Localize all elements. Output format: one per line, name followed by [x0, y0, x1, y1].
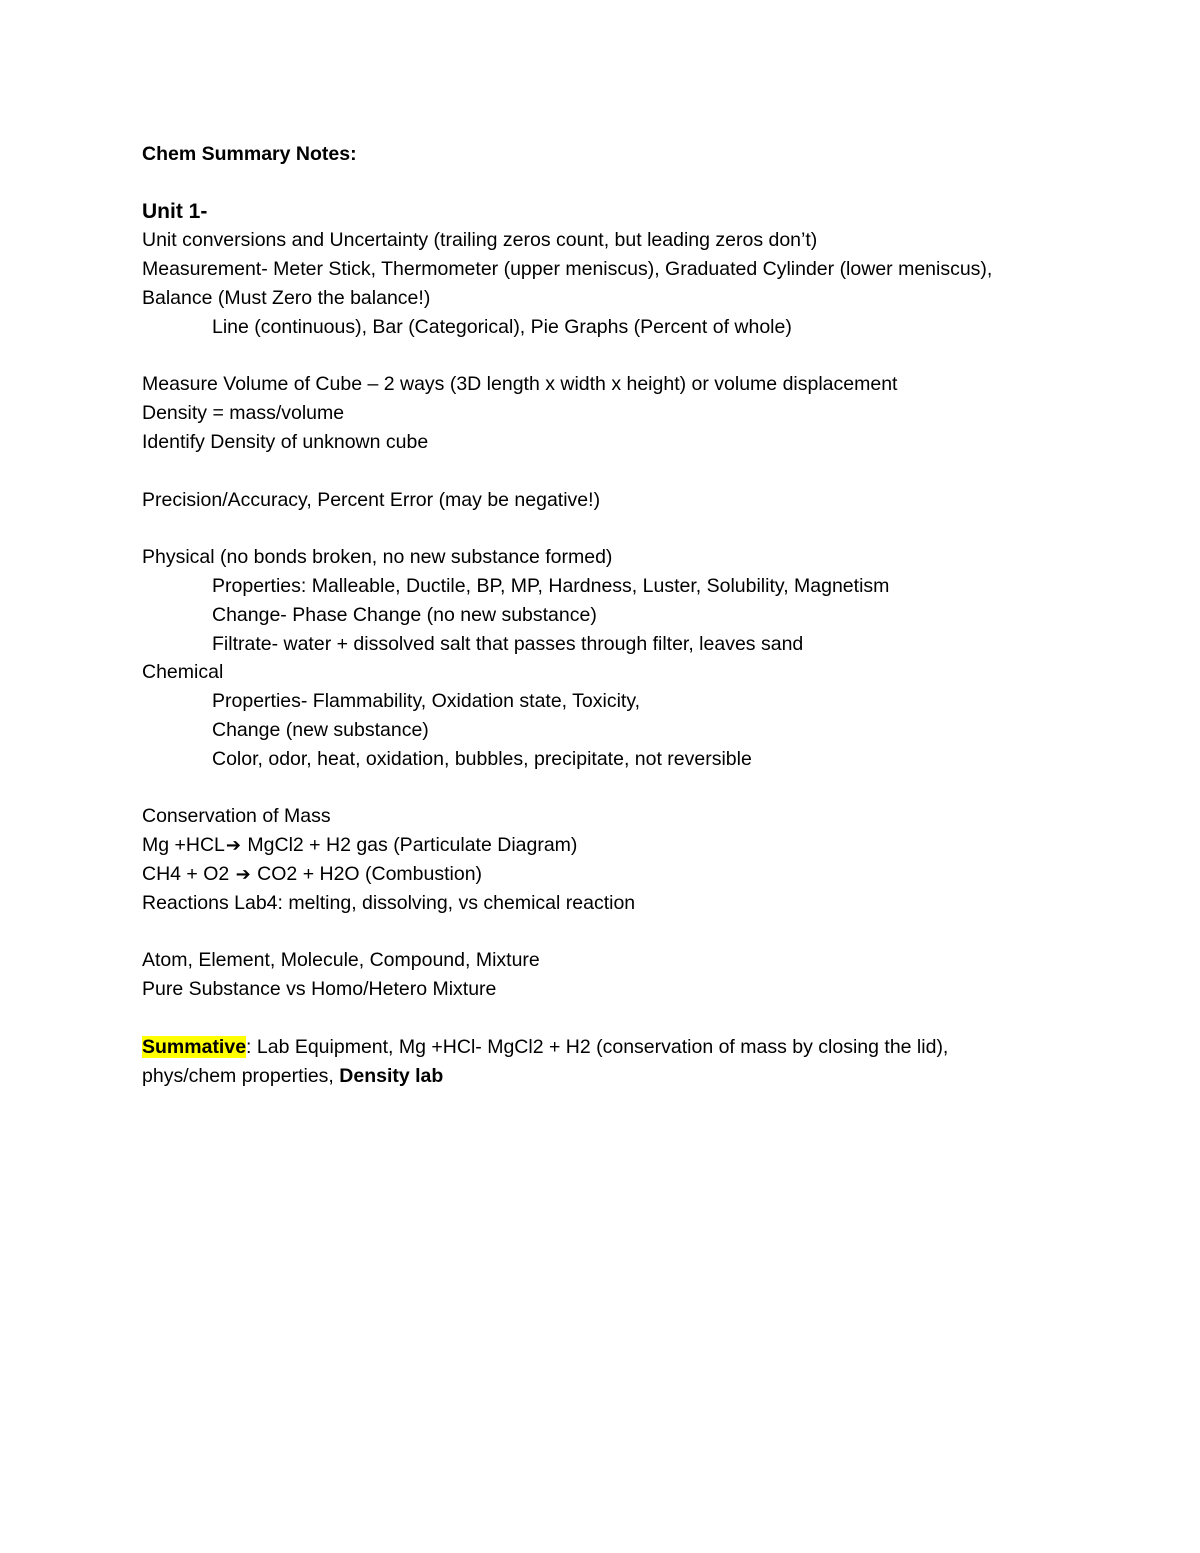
- measurement-line: Measurement- Meter Stick, Thermometer (upper meniscus), Graduated Cylinder (lower meniscus), Balance (Must Zero the balance!): [142, 258, 993, 309]
- blank-line: [142, 514, 1042, 543]
- reactions-lab-line: Reactions Lab4: melting, dissolving, vs chemical reaction: [142, 891, 636, 914]
- density-line: Density = mass/volume: [142, 402, 345, 425]
- summative-label: Summative: [142, 1035, 247, 1058]
- reaction-2-line: [142, 860, 1042, 889]
- blank-line: [142, 169, 1042, 198]
- unit-heading: Unit 1-: [142, 199, 208, 223]
- document-body: [142, 140, 1042, 1090]
- reaction-1-line: [142, 831, 1042, 860]
- pure-substance-line: Pure Substance vs Homo/Hetero Mixture: [142, 978, 497, 1001]
- reaction-1-reactants: Mg +HCL: [142, 834, 225, 857]
- conservation-line: Conservation of Mass: [142, 805, 331, 828]
- reaction-2-reactants: CH4 + O2: [142, 862, 235, 885]
- precision-line: Precision/Accuracy, Percent Error (may be negative!): [142, 488, 601, 511]
- filtrate-line: Filtrate- water + dissolved salt that passes through filter, leaves sand: [212, 632, 804, 655]
- physical-properties-line: Properties: Malleable, Ductile, BP, MP, Hardness, Luster, Solubility, Magnetism: [212, 574, 890, 597]
- chemical-properties-line: Properties- Flammability, Oxidation state, Toxicity,: [212, 690, 641, 713]
- blank-line: [142, 1004, 1042, 1033]
- blank-line: [142, 457, 1042, 486]
- atom-list-line: Atom, Element, Molecule, Compound, Mixture: [142, 949, 540, 972]
- reaction-2-products: CO2 + H2O (Combustion): [251, 862, 483, 885]
- density-lab-label: Density lab: [339, 1064, 444, 1087]
- unit-conversions-line: Unit conversions and Uncertainty (trailing zeros count, but leading zeros don’t): [142, 229, 818, 252]
- blank-line: [142, 774, 1042, 803]
- summative-paragraph: [142, 1033, 1042, 1091]
- identify-density-line: Identify Density of unknown cube: [142, 430, 429, 453]
- arrow-icon: ➔: [225, 835, 241, 856]
- chemical-change-line: Change (new substance): [212, 718, 429, 741]
- measure-volume-line: Measure Volume of Cube – 2 ways (3D length x width x height) or volume displacement: [142, 373, 898, 396]
- summative-text: : Lab Equipment, Mg +HCl- MgCl2 + H2 (conservation of mass by closing the lid), phys/chem properties,: [142, 1035, 949, 1087]
- chemical-line: Chemical: [142, 661, 224, 684]
- reaction-1-products: MgCl2 + H2 gas (Particulate Diagram): [242, 834, 578, 857]
- document-title: Chem Summary Notes:: [142, 143, 357, 165]
- chemical-signs-line: Color, odor, heat, oxidation, bubbles, precipitate, not reversible: [212, 747, 752, 770]
- blank-line: [142, 918, 1042, 947]
- blank-line: [142, 342, 1042, 371]
- physical-change-line: Change- Phase Change (no new substance): [212, 603, 597, 626]
- arrow-icon: ➔: [235, 863, 251, 884]
- physical-line: Physical (no bonds broken, no new substance formed): [142, 546, 613, 569]
- graphs-line: Line (continuous), Bar (Categorical), Pie Graphs (Percent of whole): [212, 315, 792, 338]
